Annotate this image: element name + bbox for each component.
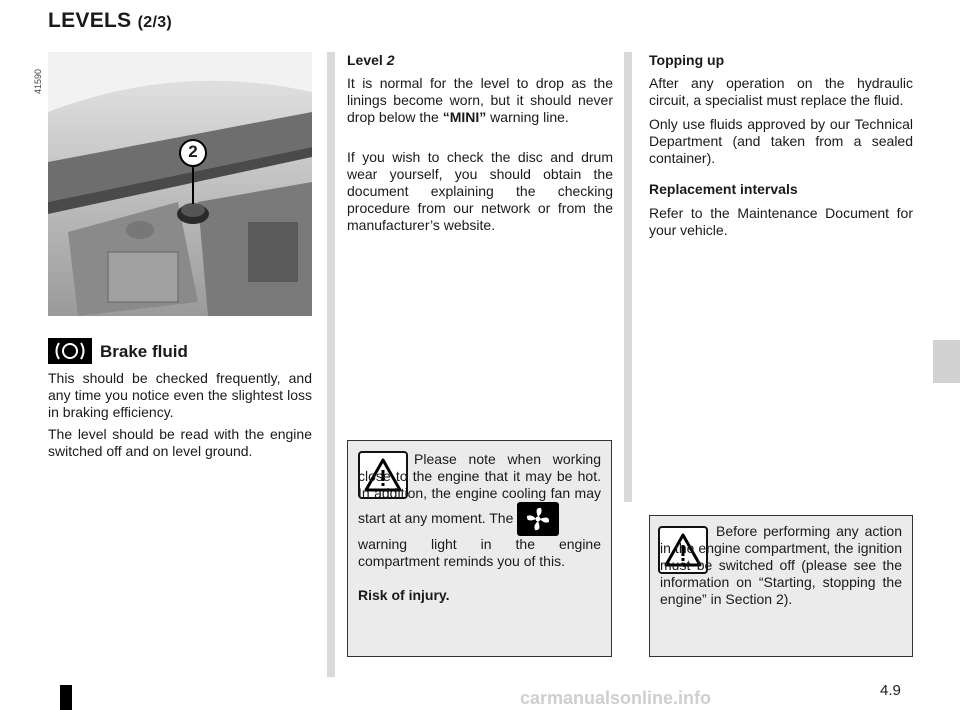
- replacement-intervals-paragraph: Refer to the Maintenance Document for your vehicle.: [649, 205, 913, 238]
- mini-warning-label: “MINI”: [442, 109, 487, 125]
- engine-compartment-photo: [48, 52, 312, 316]
- warning-1-text-end: warning light in the engine compartment reminds you of this.: [358, 536, 601, 569]
- level-para1-end: warning line.: [486, 109, 569, 125]
- column-divider-left: [327, 52, 335, 677]
- topping-up-paragraph-2: Only use fluids approved by our Technical Department (and taken from a sealed container).: [649, 116, 913, 166]
- section-tab-marker: [933, 340, 960, 383]
- level-2-paragraph-1: [347, 75, 613, 126]
- risk-of-injury-label: Risk of injury.: [358, 587, 450, 603]
- page-edge-marker: [60, 685, 72, 710]
- level-heading-ref: 2: [386, 52, 395, 68]
- column-divider-right: [624, 52, 632, 502]
- engine-heat-warning-box: [347, 440, 612, 657]
- warning-1-text-start: Please note when working close to the engine that it may be hot. In addition, the engine cooling fan may start at any moment. The: [358, 451, 601, 526]
- title-text: LEVELS: [48, 9, 132, 32]
- replacement-intervals-heading: Replacement intervals: [649, 181, 798, 197]
- page-number: 4.9: [880, 682, 901, 699]
- level-2-paragraph-2: If you wish to check the disc and drum wear yourself, you should obtain the document explaining the checking procedure from our network or from the manufacturer’s website.: [347, 149, 613, 233]
- brake-fluid-title: Brake fluid: [100, 341, 188, 361]
- level-2-heading: [347, 52, 613, 69]
- callout-number-2: 2: [188, 142, 198, 161]
- level-para1-start: It is normal for the level to drop as the linings become worn, but it should never drop below the: [347, 75, 613, 125]
- watermark-text: carmanualsonline.info: [520, 688, 712, 708]
- brake-fluid-heading: [48, 338, 188, 364]
- page-title: [48, 9, 173, 32]
- brake-warning-icon: [48, 338, 92, 364]
- ignition-off-warning-box: [649, 515, 913, 657]
- topping-up-paragraph-1: After any operation on the hydraulic circuit, a specialist must replace the fluid.: [649, 75, 913, 108]
- level-heading-text: Level: [347, 52, 383, 68]
- warning-2-text: Before performing any action in the engine compartment, the ignition must be switched off (please see the information on “Starting, stopping the engine” in Section 2).: [660, 523, 902, 607]
- title-page-indicator: (2/3): [137, 14, 173, 31]
- photo-reference-number: 41590: [33, 68, 43, 94]
- brake-fluid-paragraph-2: The level should be read with the engine switched off and on level ground.: [48, 426, 312, 459]
- brake-fluid-paragraph-1: This should be checked frequently, and any time you notice even the slightest loss in braking efficiency.: [48, 370, 312, 420]
- warning-1-text: [358, 451, 601, 570]
- topping-up-heading: Topping up: [649, 52, 725, 68]
- cooling-fan-icon: [517, 502, 559, 536]
- photo-reference: [28, 56, 44, 96]
